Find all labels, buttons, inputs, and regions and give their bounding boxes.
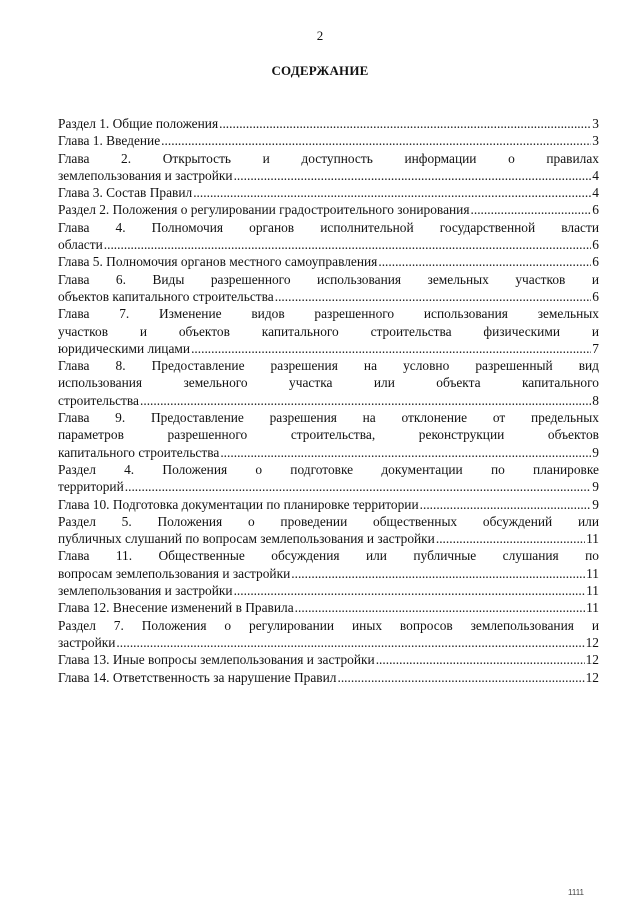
toc-entry[interactable] — [58, 582, 599, 599]
toc-entry-text: капитального строительства — [58, 444, 220, 460]
toc-entry-text: Глава 3. Состав Правил — [58, 185, 193, 201]
toc-entry-last-line — [58, 288, 599, 305]
toc-entry-text: Раздел 5. Положения о проведении общественных обсуждений или — [58, 513, 599, 529]
table-of-contents — [58, 115, 599, 686]
toc-entry[interactable] — [58, 184, 599, 201]
toc-entry-last-line — [58, 530, 599, 547]
toc-page-number: 11 — [586, 565, 599, 581]
toc-entry-text: строительства — [58, 392, 139, 408]
toc-page-number: 12 — [585, 634, 599, 650]
toc-page-number: 4 — [592, 185, 599, 201]
toc-entry-last-line — [58, 496, 599, 513]
toc-entry-last-line — [58, 184, 599, 201]
toc-entry-text: параметров разрешенного строительства, реконструкции объектов — [58, 427, 599, 443]
toc-entry[interactable] — [58, 669, 599, 686]
toc-entry-text: землепользования и застройки — [58, 167, 233, 183]
dot-leader — [471, 201, 592, 218]
toc-entry-text: Глава 6. Виды разрешенного использования земельных участков и — [58, 271, 599, 287]
toc-entry-last-line — [58, 340, 599, 357]
toc-page-number: 9 — [592, 479, 599, 495]
dot-leader — [191, 340, 591, 357]
toc-entry-text: области — [58, 237, 103, 253]
toc-entry-last-line — [58, 669, 599, 686]
toc-entry[interactable] — [58, 513, 599, 548]
toc-entry-text: Раздел 1. Общие положения — [58, 116, 219, 131]
toc-entry[interactable] — [58, 201, 599, 218]
toc-entry-text: застройки — [58, 634, 116, 650]
dot-leader — [275, 288, 592, 305]
toc-page-number: 3 — [592, 133, 599, 149]
dot-leader — [116, 634, 584, 651]
toc-entry-text: объектов капитального строительства — [58, 288, 274, 304]
dot-leader — [219, 115, 591, 132]
dot-leader — [220, 444, 591, 461]
toc-page-number: 6 — [592, 288, 599, 304]
toc-entry[interactable] — [58, 253, 599, 270]
dot-leader — [125, 478, 592, 495]
toc-entry[interactable] — [58, 150, 599, 185]
toc-entry-text: Раздел 2. Положения о регулировании градостроительного зонирования — [58, 202, 470, 218]
dot-leader — [234, 167, 592, 184]
toc-entry-last-line — [58, 201, 599, 218]
toc-entry[interactable] — [58, 617, 599, 652]
toc-page-number: 9 — [592, 496, 599, 512]
toc-entry-last-line — [58, 651, 599, 668]
toc-page-number: 11 — [586, 531, 599, 547]
dot-leader — [420, 496, 592, 513]
dot-leader — [161, 132, 591, 149]
toc-entry[interactable] — [58, 271, 599, 306]
toc-entry-text: Глава 5. Полномочия органов местного самоуправления — [58, 254, 378, 270]
toc-entry-text: Глава 8. Предоставление разрешения на условно разрешенный вид — [58, 358, 599, 374]
toc-page-number: 6 — [592, 254, 599, 270]
dot-leader — [140, 392, 591, 409]
toc-page-number: 11 — [586, 600, 599, 616]
toc-entry-text: использования земельного участка или объекта капитального — [58, 375, 599, 391]
toc-entry-last-line — [58, 132, 599, 149]
toc-entry-last-line — [58, 115, 599, 132]
toc-entry-last-line — [58, 236, 599, 253]
footer-mark: 1111 — [567, 888, 584, 897]
toc-page-number: 3 — [592, 116, 599, 131]
toc-entry-text: территорий — [58, 479, 124, 495]
toc-entry[interactable] — [58, 115, 599, 132]
toc-entry-text: Раздел 7. Положения о регулировании иных вопросов землепользования и — [58, 617, 599, 633]
toc-entry-text: участков и объектов капитального строительства физическими и — [58, 323, 599, 339]
toc-page-number: 4 — [592, 167, 599, 183]
toc-entry-text: землепользования и застройки — [58, 583, 233, 599]
toc-page-number: 8 — [592, 392, 599, 408]
toc-entry-text: юридическими лицами — [58, 340, 191, 356]
dot-leader — [436, 530, 585, 547]
toc-entry[interactable] — [58, 219, 599, 254]
dot-leader — [193, 184, 591, 201]
toc-entry-text: Раздел 4. Положения о подготовке документации по планировке — [58, 461, 599, 477]
toc-entry-last-line — [58, 392, 599, 409]
toc-entry-last-line — [58, 478, 599, 495]
toc-entry[interactable] — [58, 305, 599, 357]
toc-entry-text: Глава 12. Внесение изменений в Правила — [58, 600, 294, 616]
toc-page-number: 6 — [592, 237, 599, 253]
toc-entry-text: Глава 13. Иные вопросы землепользования и застройки — [58, 652, 375, 668]
dot-leader — [378, 253, 591, 270]
toc-entry-last-line — [58, 167, 599, 184]
dot-leader — [295, 599, 585, 616]
toc-entry-last-line — [58, 444, 599, 461]
toc-page-number: 12 — [585, 669, 599, 685]
toc-entry-text: Глава 11. Общественные обсуждения или публичные слушания по — [58, 548, 599, 564]
toc-entry-text: публичных слушаний по вопросам землепользования и застройки — [58, 531, 435, 547]
toc-entry-text: Глава 14. Ответственность за нарушение Правил — [58, 669, 337, 685]
dot-leader — [234, 582, 586, 599]
page-number: 2 — [316, 28, 324, 43]
toc-entry[interactable] — [58, 132, 599, 149]
toc-page-number: 6 — [592, 202, 599, 218]
dot-leader — [376, 651, 585, 668]
toc-page-number: 9 — [592, 444, 599, 460]
toc-entry-last-line — [58, 253, 599, 270]
toc-entry[interactable] — [58, 461, 599, 496]
toc-entry-last-line — [58, 634, 599, 651]
toc-entry[interactable] — [58, 599, 599, 616]
toc-entry[interactable] — [58, 496, 599, 513]
dot-leader — [104, 236, 592, 253]
toc-entry[interactable] — [58, 357, 599, 409]
toc-entry-text: Глава 2. Открытость и доступность информации о правилах — [58, 150, 599, 166]
page-title: СОДЕРЖАНИЕ — [271, 63, 369, 78]
toc-entry[interactable] — [58, 547, 599, 582]
dot-leader — [337, 669, 584, 686]
toc-entry-last-line — [58, 582, 599, 599]
toc-entry[interactable] — [58, 409, 599, 461]
toc-page-number: 12 — [585, 652, 599, 668]
toc-entry-text: Глава 10. Подготовка документации по планировке территории — [58, 496, 419, 512]
toc-entry-text: Глава 1. Введение — [58, 133, 161, 149]
toc-entry-text: Глава 7. Изменение видов разрешенного использования земельных — [58, 306, 599, 322]
toc-entry-last-line — [58, 565, 599, 582]
toc-entry-text: вопросам землепользования и застройки — [58, 565, 291, 581]
toc-page-number: 7 — [592, 340, 599, 356]
toc-entry-text: Глава 9. Предоставление разрешения на отклонение от предельных — [58, 410, 599, 426]
toc-entry[interactable] — [58, 651, 599, 668]
toc-entry-last-line — [58, 599, 599, 616]
toc-page-number: 11 — [586, 583, 599, 599]
toc-entry-text: Глава 4. Полномочия органов исполнительной государственной власти — [58, 219, 599, 235]
dot-leader — [291, 565, 585, 582]
